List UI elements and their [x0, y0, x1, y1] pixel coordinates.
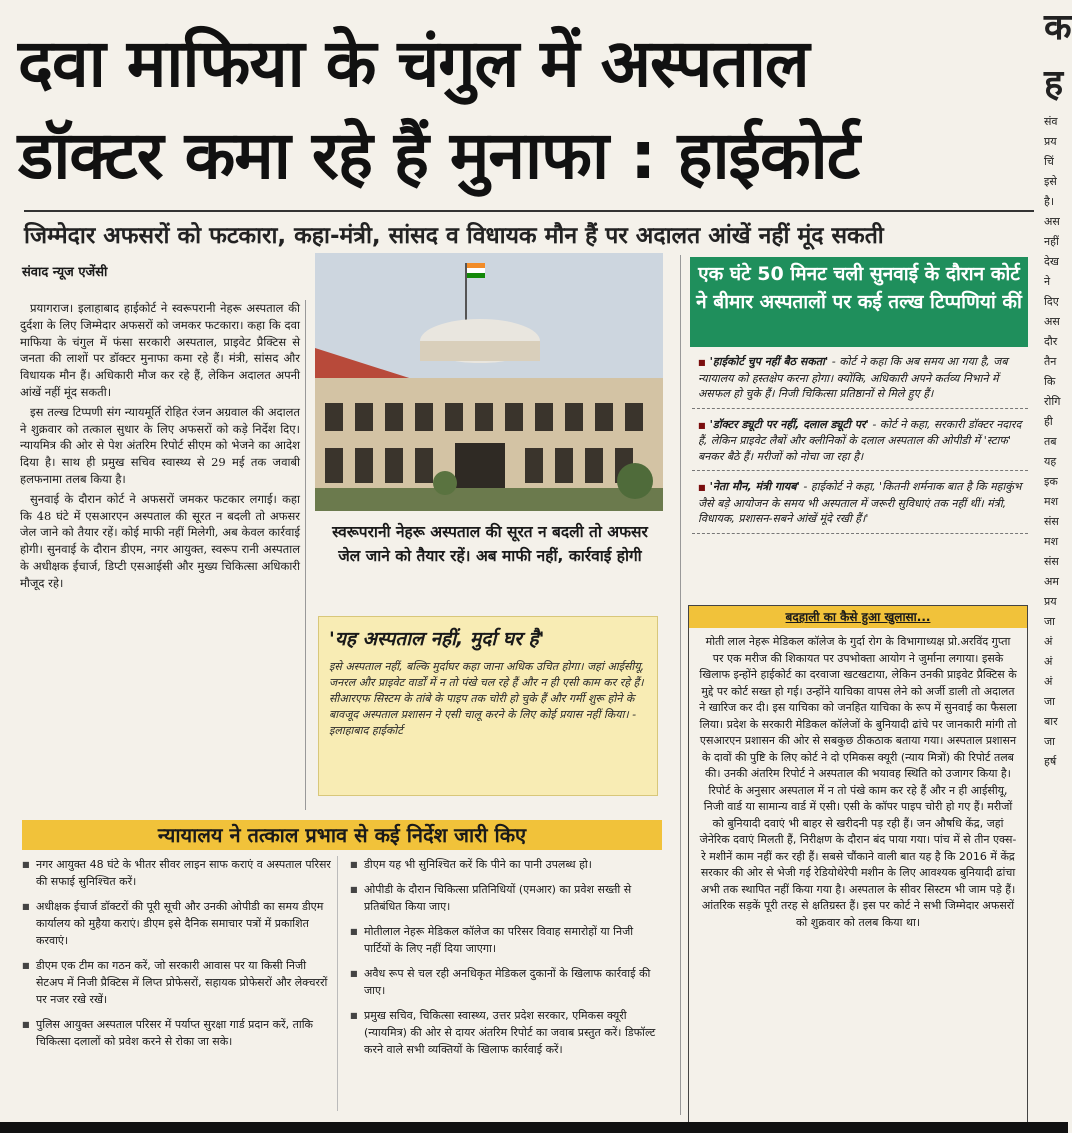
edge-fragment: तैन	[1044, 355, 1057, 368]
adjacent-article-edge	[1044, 0, 1072, 1133]
column-divider	[680, 255, 681, 1115]
headline-line-2: डॉक्टर कमा रहे हैं मुनाफा : हाईकोर्ट	[18, 117, 859, 194]
article-body	[20, 300, 300, 595]
edge-fragment: संस	[1044, 555, 1059, 568]
edge-fragment: ही	[1044, 415, 1053, 428]
edge-fragment: तब	[1044, 435, 1057, 448]
hearing-comment	[692, 477, 1028, 534]
edge-fragment: है।	[1044, 195, 1055, 208]
body-paragraph: प्रयागराज। इलाहाबाद हाईकोर्ट ने स्वरूपरानी नेहरू अस्पताल की दुर्दशा के लिए जिम्मेदार अफसरों को जमकर फटकारा। कहा कि दवा माफिया के चंगुल में फंसा सरकारी अस्पताल, प्राइवेट प्रैक्टिस से जनता की लाशों पर डॉक्टर मुनाफा कमा रहे हैं। मंत्री, सांसद और विधायक मौन हैं। अधिकारी मौज कर रहे हैं, लेकिन अदालत अपनी आंखें नहीं मूंद सकती।	[20, 301, 300, 399]
comment-text: - कोर्ट ने कहा कि अब समय आ गया है, जब न्यायालय को हस्तक्षेप करना होगा। क्योंकि, अधिकारी अपने कर्तव्य निभाने में असफल हो चुके हैं। निजी चिकित्सा प्रतिष्ठानों से मिले हुए हैं।	[698, 355, 1008, 400]
edge-fragment: दौर	[1044, 335, 1058, 348]
direction-item: ■ नगर आयुक्त 48 घंटे के भीतर सीवर लाइन साफ कराएं व अस्पताल परिसर की सफाई सुनिश्चित करें।	[22, 856, 332, 890]
hearing-comment	[692, 352, 1028, 409]
quote-title: 'यह अस्पताल नहीं, मुर्दा घर है'	[329, 628, 545, 650]
edge-fragment: जा	[1044, 735, 1056, 748]
reveal-box	[688, 605, 1028, 1123]
hospital-photo	[315, 253, 663, 511]
edge-fragment: अं	[1044, 635, 1053, 648]
comment-lead: 'नेता मौन, मंत्री गायब'	[709, 480, 800, 493]
edge-fragment: संव	[1044, 115, 1058, 128]
edge-fragment: अम	[1044, 575, 1059, 588]
body-paragraph: इस तल्ख टिप्पणी संग न्यायमूर्ति रोहित रंजन अग्रवाल की अदालत ने शुक्रवार को तत्काल सुधार के लिए अफसरों को कड़े निर्देश दिए। न्यायमित्र की ओर से पेश अंतरिम रिपोर्ट सीएम को भेजने का आदेश दिया है। साथ ही प्रमुख सचिव स्वास्थ्य से 29 मई तक जवाबी हलफनामा तलब किया है।	[20, 404, 300, 486]
edge-fragment: प्रय	[1044, 595, 1057, 608]
edge-fragment: ने	[1044, 275, 1051, 288]
directions-title: न्यायालय ने तत्काल प्रभाव से कई निर्देश जारी किए	[22, 820, 662, 850]
edge-fragment: प्रय	[1044, 135, 1057, 148]
edge-fragment: जा	[1044, 695, 1056, 708]
edge-fragment: इसे	[1044, 175, 1057, 188]
edge-fragment: कि	[1044, 375, 1056, 388]
comment-text: - हाईकोर्ट ने कहा, 'कितनी शर्मनाक बात है कि महाकुंभ जैसे बड़े आयोजन के समय भी अस्पताल में जरूरी सुविधाएं तक नहीं थीं। मंत्री, विधायक, प्रशासन-सबने आंखें मूंदे रखी हैं।'	[698, 480, 1022, 525]
direction-item: ■ डीएम यह भी सुनिश्चित करें कि पीने का पानी उपलब्ध हो।	[350, 856, 660, 873]
edge-fragment: अं	[1044, 655, 1053, 668]
bullet-icon: ■	[698, 483, 706, 492]
body-paragraph: सुनवाई के दौरान कोर्ट ने अफसरों जमकर फटकार लगाई। कहा कि 48 घंटे में एसआरएन अस्पताल की सूरत न बदली तो अफसर जेल जाने को तैयार रहें। कोई माफी नहीं मिलेगी, अब केवल कार्रवाई होगी। सुनवाई के दौरान डीएम, नगर आयुक्त, स्वरूप रानी अस्पताल के अधीक्षक ईचार्ज, डिप्टी एसआईसी और मुख्य चिकित्सा अधिकारी मौजूद रहे।	[20, 491, 300, 590]
direction-item: ■ अवैध रूप से चल रही अनधिकृत मेडिकल दुकानों के खिलाफ कार्रवाई की जाए।	[350, 965, 660, 999]
edge-fragment: ह	[1044, 63, 1064, 104]
edge-fragment: मश	[1044, 535, 1059, 548]
edge-fragment: क	[1044, 7, 1072, 48]
direction-item: ■ डीएम एक टीम का गठन करें, जो सरकारी आवास पर या किसी निजी सेटअप में निजी प्रैक्टिस में लिप्त प्रोफेसरों, सहायक प्रोफेसरों और लेक्चररों पर नजर रखे रखें।	[22, 957, 332, 1008]
bottom-band	[0, 1122, 1068, 1133]
reveal-text: मोती लाल नेहरू मेडिकल कॉलेज के गुर्दा रोग के विभागाध्यक्ष प्रो.अरविंद गुप्ता पर एक मरीज की शिकायत पर उपभोक्ता आयोग ने जुर्माना लगाया। इसके खिलाफ इन्होंने हाईकोर्ट का दरवाजा खटखटाया, लेकिन उनकी प्राइवेट प्रैक्टिस के मुद्दे पर कोर्ट सख्त हो गई। उन्होंने याचिका वापस लेने को अर्जी डाली तो अदालत ने खारिज कर दी। इस याचिका को जनहित याचिका के रूप में सुनवाई का फैसला लिया। प्रदेश के सरकारी मेडिकल कॉलेजों के बुनियादी ढांचे पर जानकारी मांगी तो एसआरएन प्रशासन की ओर से सबकुछ ठीकठाक बताया गया। अस्पताल प्रशासन के दावों की पुष्टि के लिए कोर्ट ने दो एमिकस क्यूरी (न्याय मित्रों) की रिपोर्ट तलब की। उनकी अंतरिम रिपोर्ट ने अस्पताल की भयावह स्थिति को उजागर किया है। रिपोर्ट के अनुसार अस्पताल में न तो पंखे काम कर रहे हैं और न ही आईसीयू, निजी वार्ड या सामान्य वार्ड में एसी। एसी के कॉपर पाइप चोरी हो गए हैं। मरीजों को बुनियादी दवाएं भी बाहर से खरीदनी पड़ रही हैं। जन औषधि केंद्र, जहां जेनेरिक दवाएं मिलती हैं, निरीक्षण के दौरान बंद पाया गया। पांच में से तीन एक्स-रे मशीनें काम नहीं कर रही हैं। सबसे चौंकाने वाली बात यह है कि 2016 में केंद्र सरकार की ओर से भेजी गई रेडियोथेरेपी मशीन के लिए आवश्यक बुनियादी ढांचा अभी तक स्थापित नहीं किया गया है। अस्पताल के सीवर सिस्टम भी जाम पड़े हैं। आंतरिक सड़कें पूरी तरह से क्षतिग्रस्त हैं। इस पर कोर्ट ने सभी जिम्मेदार अफसरों को शुक्रवार को तलब किया था।	[699, 635, 1017, 929]
headline	[18, 18, 1048, 202]
direction-item: ■ अधीक्षक ईचार्ज डॉक्टरों की पूरी सूची और उनकी ओपीडी का समय डीएम कार्यालय को मुहैया कराएं। डीएम इसे दैनिक समाचार पत्रों में प्रकाशित करवाएं।	[22, 898, 332, 949]
direction-item: ■ पुलिस आयुक्त अस्पताल परिसर में पर्याप्त सुरक्षा गार्ड प्रदान करें, ताकि चिकित्सा दलालों को प्रवेश करने से रोका जा सके।	[22, 1016, 332, 1050]
direction-item: ■ प्रमुख सचिव, चिकित्सा स्वास्थ्य, उत्तर प्रदेश सरकार, एमिकस क्यूरी (न्यायमित्र) की ओर से दायर अंतरिम रिपोर्ट का जवाब प्रस्तुत करें। डिफॉल्ट करने वाले सभी व्यक्तियों के खिलाफ कार्रवाई करें।	[350, 1007, 660, 1058]
edge-fragment: इक	[1044, 475, 1058, 488]
edge-fragment: दिए	[1044, 295, 1059, 308]
edge-fragment: नहीं	[1044, 235, 1059, 248]
edge-fragment: अस	[1044, 215, 1060, 228]
column-divider	[305, 300, 306, 810]
edge-fragment: मश	[1044, 495, 1059, 508]
edge-fragment: यह	[1044, 455, 1057, 468]
edge-fragment: चिं	[1044, 155, 1054, 168]
hearing-box-title: एक घंटे 50 मिनट चली सुनवाई के दौरान कोर्ट ने बीमार अस्पतालों पर कई तल्ख टिप्पणियां कीं	[690, 257, 1028, 347]
edge-fragment: रोगि	[1044, 395, 1061, 408]
edge-fragment: हर्ष	[1044, 755, 1057, 768]
comment-text: - कोर्ट ने कहा, सरकारी डॉक्टर नदारद हैं, लेकिन प्राइवेट लैबों और क्लीनिकों के दलाल अस्पताल की ओपीडी में 'स्टाफ' बनकर बैठे हैं। मरीजों को नोचा जा रहा है।	[698, 417, 1022, 463]
comment-lead: 'डॉक्टर ड्यूटी पर नहीं, दलाल ड्यूटी पर'	[709, 417, 869, 431]
edge-fragment: बार	[1044, 715, 1058, 728]
bullet-icon: ■	[698, 420, 706, 430]
edge-fragment: जा	[1044, 615, 1056, 628]
edge-fragment: अं	[1044, 675, 1053, 688]
reveal-title: बदहाली का कैसे हुआ खुलासा...	[689, 606, 1027, 628]
direction-item: ■ ओपीडी के दौरान चिकित्सा प्रतिनिधियों (एमआर) का प्रवेश सख्ती से प्रतिबंधित किया जाए।	[350, 881, 660, 915]
subheadline: जिम्मेदार अफसरों को फटकारा, कहा-मंत्री, सांसद व विधायक मौन हैं पर अदालत आंखें नहीं मूंद सकती	[24, 210, 1034, 250]
edge-fragment: अस	[1044, 315, 1060, 328]
byline: संवाद न्यूज एजेंसी	[22, 265, 108, 280]
direction-item: ■ मोतीलाल नेहरू मेडिकल कॉलेज का परिसर विवाह समारोहों या निजी पार्टियों के लिए नहीं दिया जाएगा।	[350, 923, 660, 957]
column-divider	[337, 856, 338, 1111]
hospital-building-illustration	[315, 253, 663, 511]
hearing-comments	[692, 352, 1028, 540]
quote-box	[318, 616, 658, 796]
photo-caption: स्वरूपरानी नेहरू अस्पताल की सूरत न बदली तो अफसर जेल जाने को तैयार रहें। अब माफी नहीं, कार्रवाई होगी	[332, 523, 648, 565]
headline-line-1: दवा माफिया के चंगुल में अस्पताल	[18, 25, 809, 102]
directions-left-column	[22, 856, 332, 1058]
directions-right-column	[350, 856, 660, 1066]
quote-text: इसे अस्पताल नहीं, बल्कि मुर्दाघर कहा जाना अधिक उचित होगा। जहां आईसीयू, जनरल और प्राइवेट वार्डों में न तो पंखे चल रहे हैं और न ही एसी काम कर रहे हैं। सीआरएफ सिस्टम के तांबे के पाइप तक चोरी हो चुके हैं और गर्मी शुरू होने के बावजूद अस्पताल प्रशासन ने एसी चालू करने के लिए कोई प्रयास नहीं किया। - इलाहाबाद हाईकोर्ट	[329, 660, 645, 737]
hearing-comment	[692, 415, 1028, 472]
edge-fragment: संस	[1044, 515, 1059, 528]
comment-lead: 'हाईकोर्ट चुप नहीं बैठ सकता'	[709, 355, 829, 368]
edge-fragment: देख	[1044, 255, 1059, 268]
bullet-icon: ■	[698, 358, 706, 367]
